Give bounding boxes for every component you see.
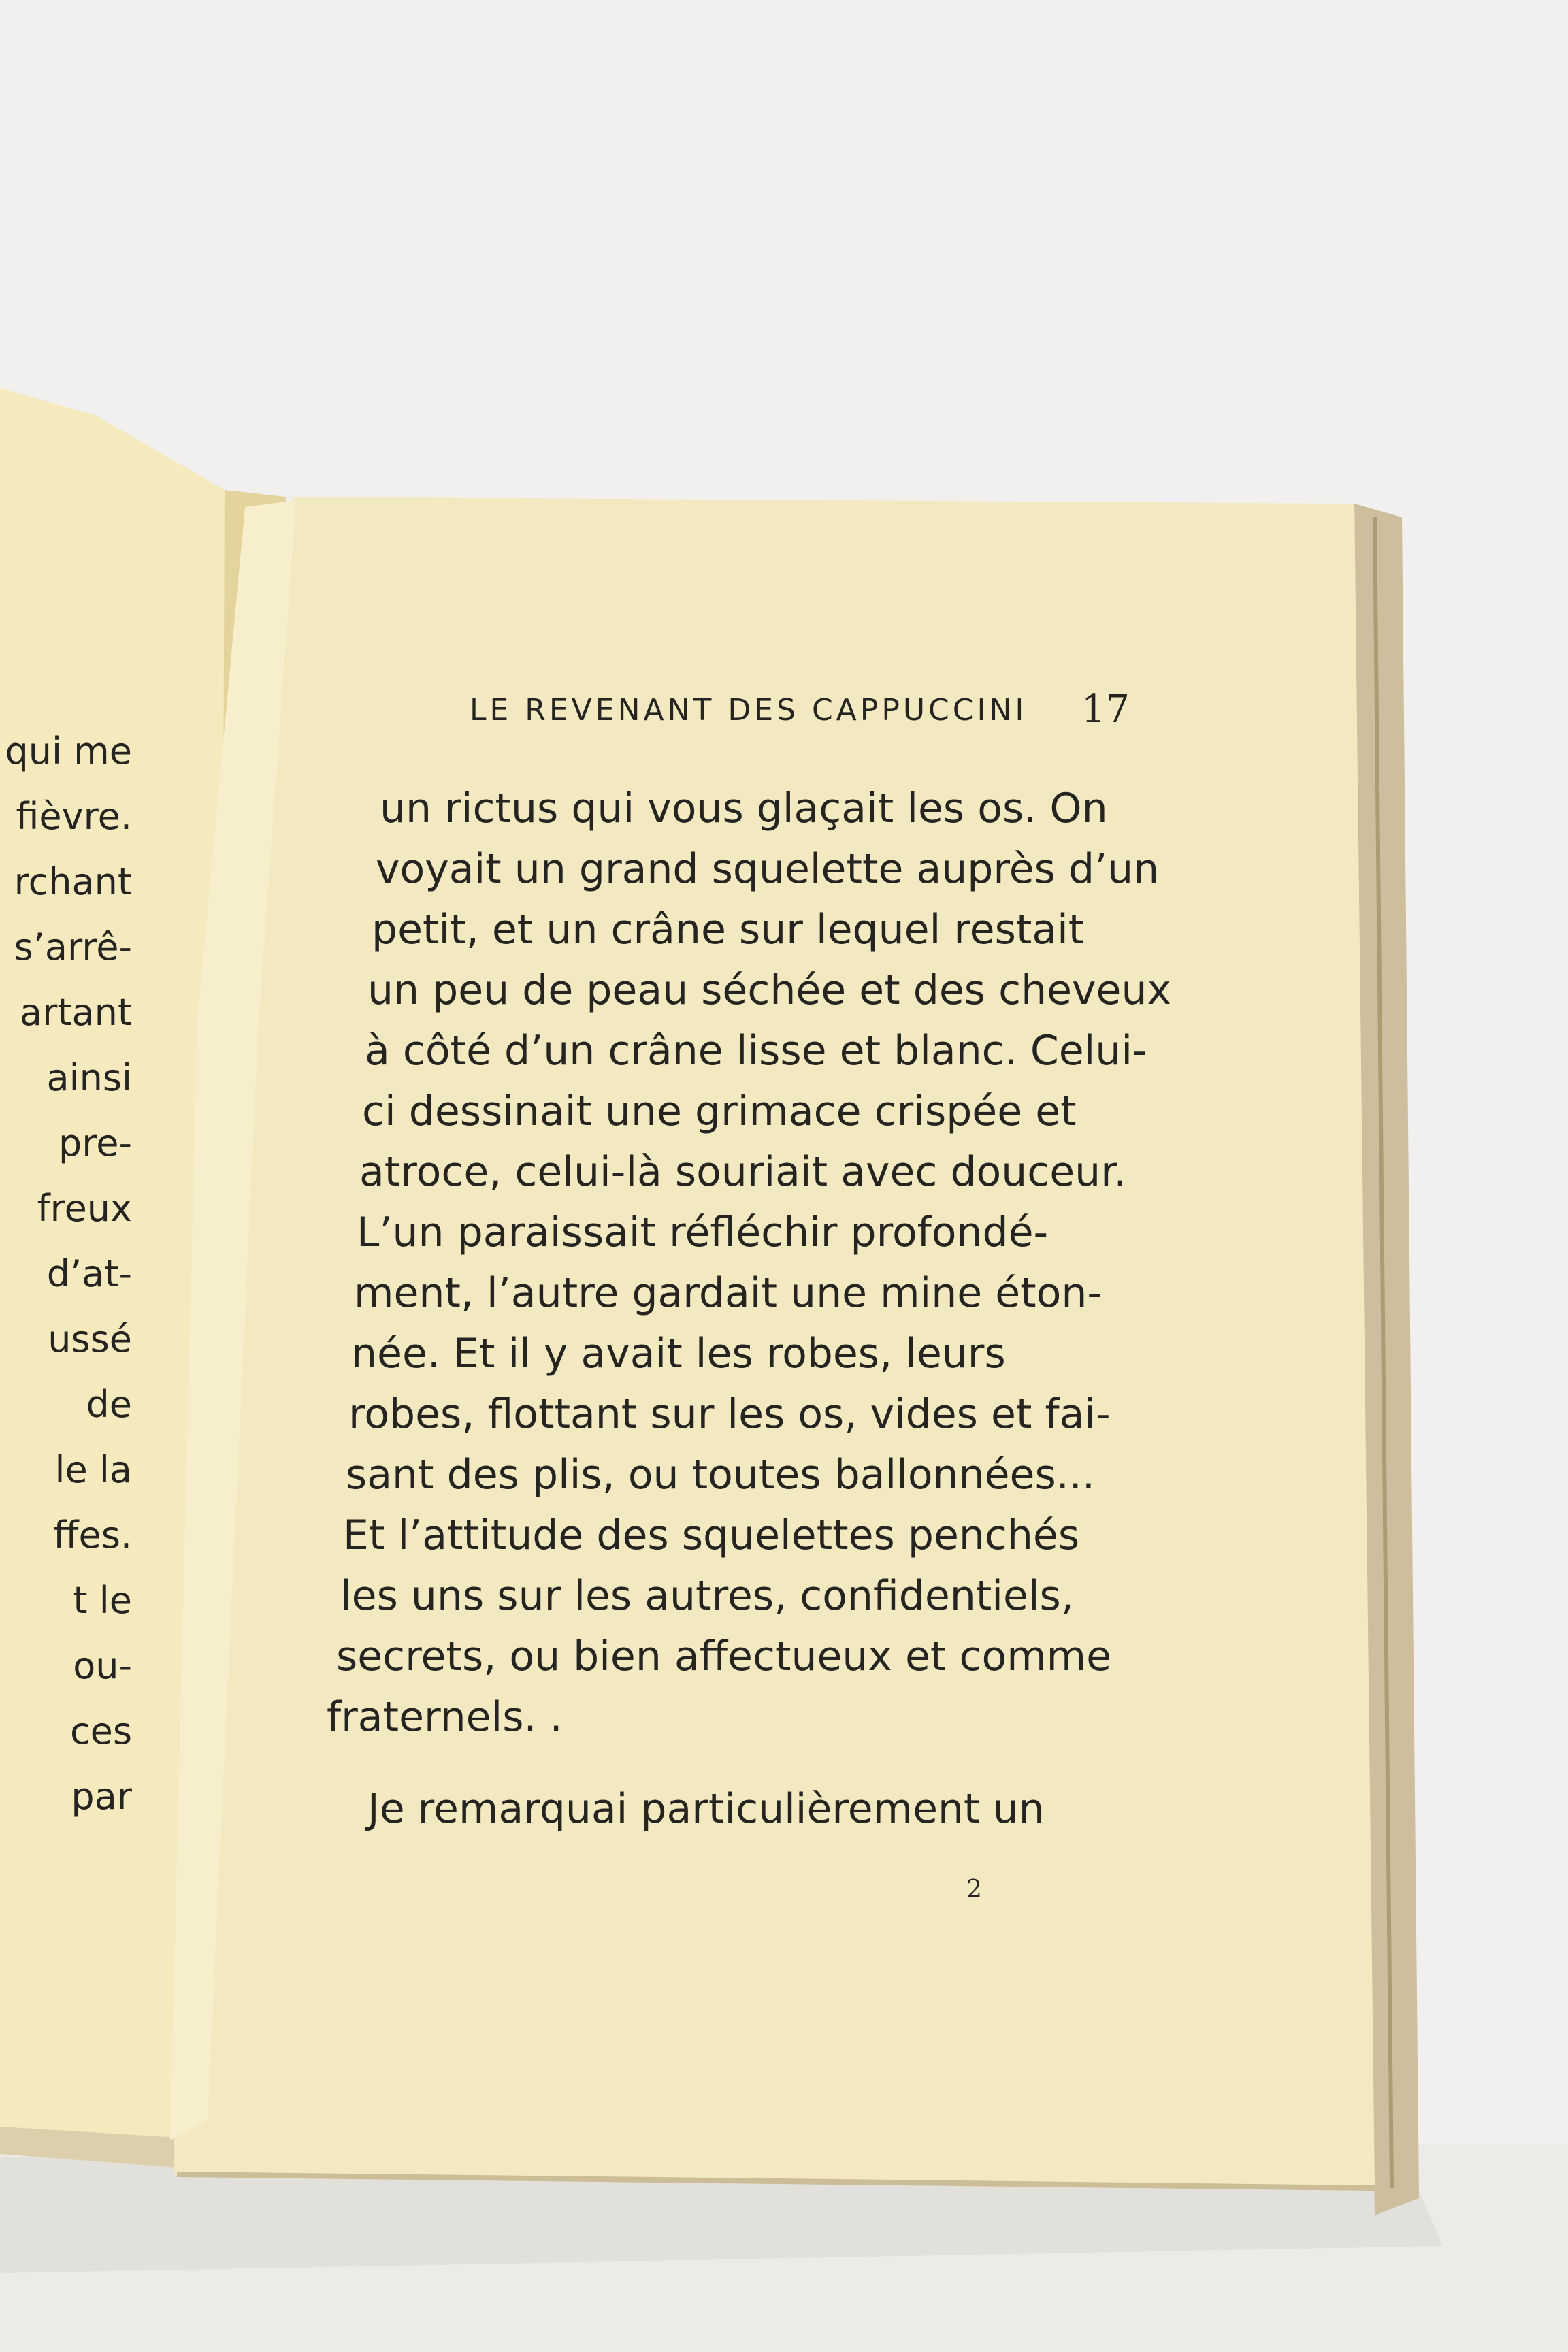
text-line: fraternels. .: [327, 1693, 563, 1741]
left-page-line: rchant: [14, 860, 132, 903]
left-page-line: t le: [73, 1579, 132, 1622]
text-line: petit, et un crâne sur lequel restait: [372, 906, 1085, 953]
running-head-title: LE REVENANT DES CAPPUCCINI: [470, 693, 1028, 728]
signature-mark: 2: [966, 1876, 982, 1904]
left-page-line: pre-: [59, 1122, 132, 1164]
text-line: sant des plis, ou toutes ballonnées...: [346, 1451, 1095, 1499]
left-page-line: s’arrê-: [14, 926, 132, 968]
left-page-line: ces: [69, 1710, 132, 1752]
left-page-line: de: [86, 1383, 132, 1426]
text-line: ci dessinait une grimace crispée et: [362, 1088, 1077, 1135]
text-line: ment, l’autre gardait une mine éton-: [354, 1269, 1102, 1317]
text-line: Je remarquai particulièrement un: [368, 1785, 1045, 1833]
text-line: voyait un grand squelette auprès d’un: [376, 845, 1160, 893]
left-page-line: fièvre.: [16, 795, 132, 838]
text-line: L’un paraissait réfléchir profondé-: [357, 1209, 1049, 1256]
text-line: à côté d’un crâne lisse et blanc. Celui-: [365, 1027, 1147, 1075]
left-page-line: le la: [54, 1448, 132, 1491]
text-line: un peu de peau séchée et des cheveux: [368, 966, 1171, 1014]
left-page-line: par: [71, 1775, 132, 1818]
left-page-line: freux: [37, 1187, 132, 1230]
text-line: robes, flottant sur les os, vides et fai-: [348, 1390, 1111, 1438]
left-page-line: d’at-: [46, 1252, 132, 1295]
left-page-line: ou-: [73, 1644, 132, 1687]
text-line: Et l’attitude des squelettes penchés: [343, 1512, 1080, 1559]
left-page-line: qui me: [5, 730, 132, 772]
running-head: [470, 687, 1130, 735]
text-line: les uns sur les autres, confidentiels,: [340, 1572, 1074, 1620]
text-line: née. Et il y avait les robes, leurs: [351, 1330, 1006, 1377]
left-page-line: ussé: [48, 1318, 132, 1360]
text-line: secrets, ou bien affectueux et comme: [336, 1633, 1112, 1680]
left-page-line: ffes.: [53, 1514, 132, 1556]
text-line: un rictus qui vous glaçait les os. On: [380, 785, 1108, 832]
left-page-line: artant: [20, 991, 132, 1034]
left-page-line: ainsi: [46, 1056, 132, 1099]
text-line: atroce, celui-là souriait avec douceur.: [359, 1148, 1127, 1196]
page-number: 17: [1081, 687, 1130, 732]
